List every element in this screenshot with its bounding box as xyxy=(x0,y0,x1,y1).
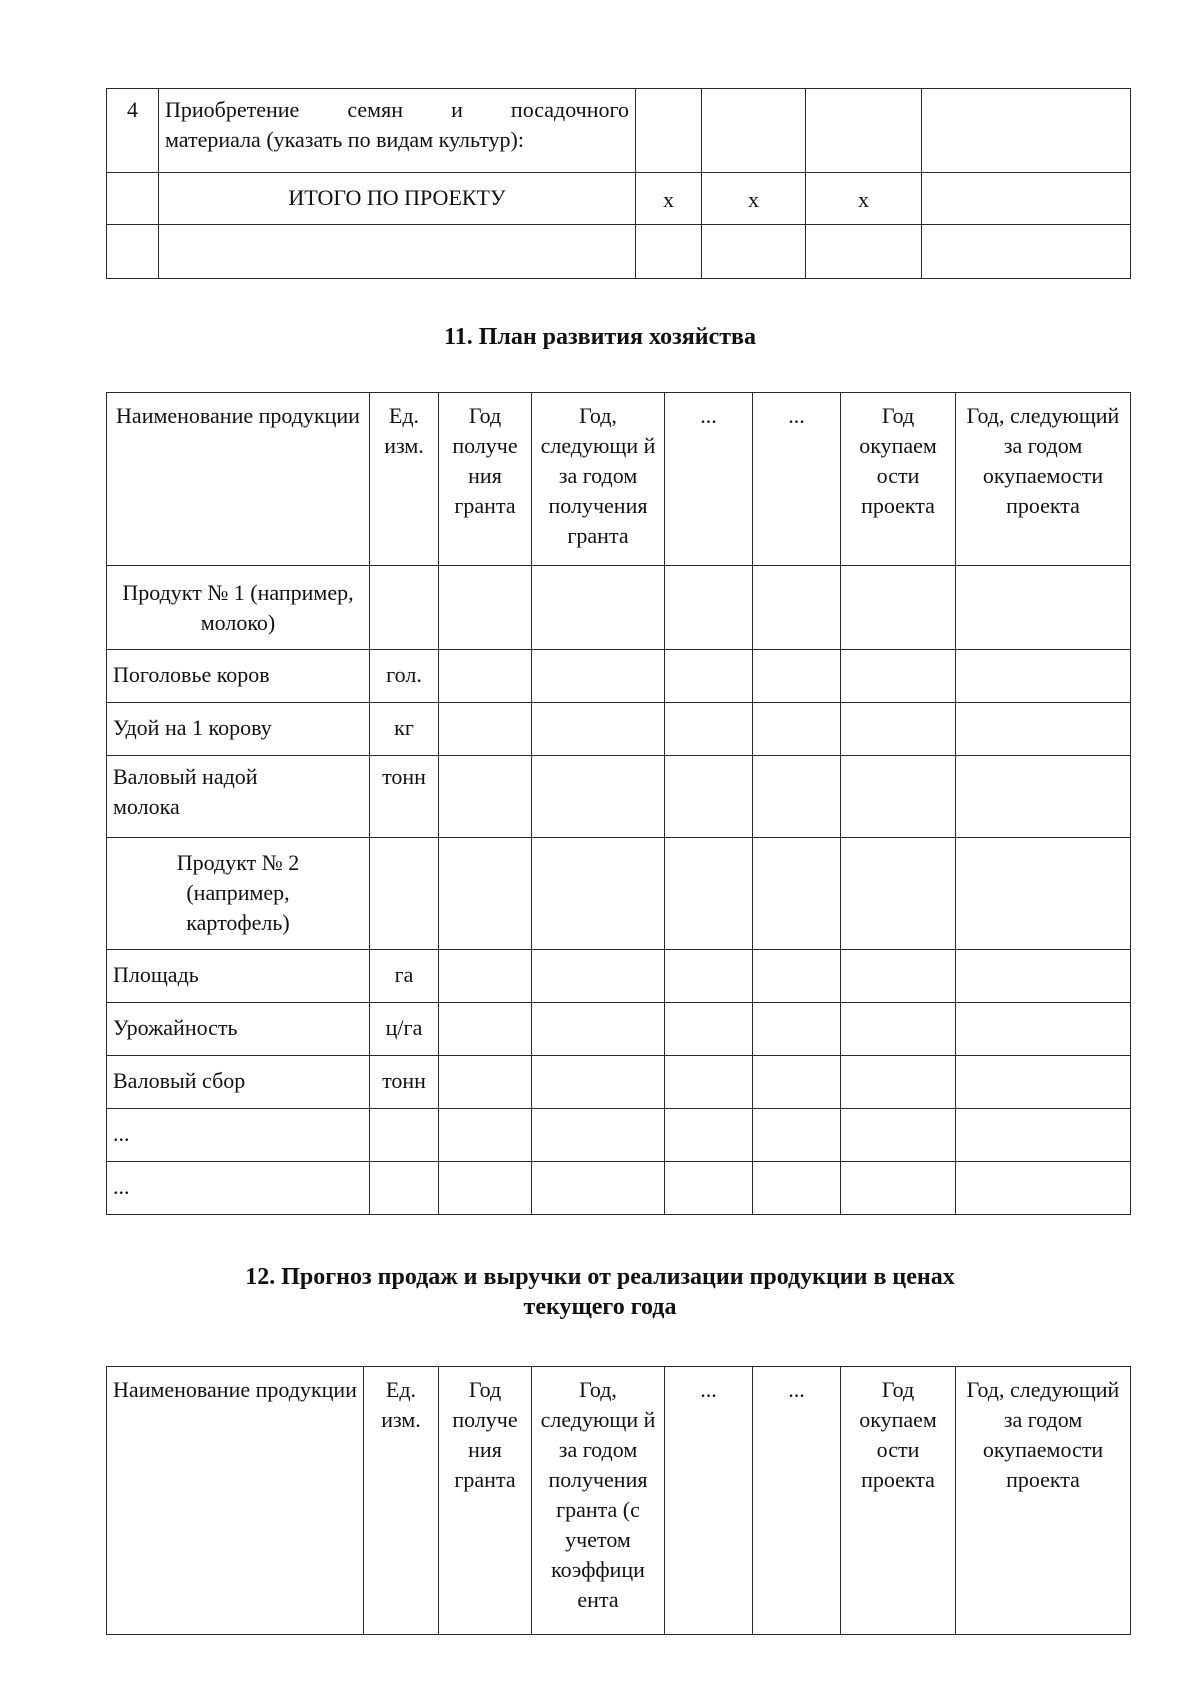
table-cell xyxy=(922,173,1131,225)
table-row xyxy=(107,838,1131,950)
table-row xyxy=(107,703,1131,756)
table-cell xyxy=(841,950,956,1003)
table-cell xyxy=(841,1109,956,1162)
table-cell xyxy=(841,703,956,756)
table-cell xyxy=(532,1056,665,1109)
table-cell xyxy=(532,1109,665,1162)
table-cell xyxy=(107,173,159,225)
unit-cell: гол. xyxy=(370,650,439,703)
table-cell xyxy=(636,225,702,279)
table-cell xyxy=(532,950,665,1003)
table-row xyxy=(107,756,1131,838)
col-header-name: Наименование продукции xyxy=(107,1367,364,1635)
table-cell xyxy=(753,1162,841,1215)
indicator-label: Площадь xyxy=(107,950,370,1003)
table-cell xyxy=(439,703,532,756)
total-x: х xyxy=(636,173,702,225)
table-row xyxy=(107,950,1131,1003)
table-cell xyxy=(841,1056,956,1109)
table-row xyxy=(107,1003,1131,1056)
table-cell xyxy=(956,1056,1131,1109)
table-cell xyxy=(702,225,806,279)
table-cell xyxy=(532,756,665,838)
table-cell xyxy=(753,703,841,756)
table-cell xyxy=(532,1003,665,1056)
table-cell xyxy=(956,1109,1131,1162)
unit-cell: тонн xyxy=(370,1056,439,1109)
unit-cell xyxy=(370,566,439,650)
total-row xyxy=(107,173,1131,225)
col-header-year-after-payback: Год, следующий за годом окупаемости проекта xyxy=(956,1367,1131,1635)
unit-cell xyxy=(370,838,439,950)
table-cell xyxy=(841,1162,956,1215)
sales-forecast-table xyxy=(106,1366,1131,1635)
table-cell xyxy=(665,1162,753,1215)
col-header-year-payback: Год окупаем ости проекта xyxy=(841,393,956,566)
table-cell xyxy=(956,1162,1131,1215)
table-cell xyxy=(753,650,841,703)
table-cell xyxy=(439,1056,532,1109)
table-cell xyxy=(702,89,806,173)
table-cell xyxy=(753,756,841,838)
col-header-name: Наименование продукции xyxy=(107,393,370,566)
table-cell xyxy=(665,650,753,703)
table-cell xyxy=(806,89,922,173)
table-row xyxy=(107,1056,1131,1109)
table-cell xyxy=(532,1162,665,1215)
product-group-label: Продукт № 1 (например, молоко) xyxy=(107,566,370,650)
development-plan-table xyxy=(106,392,1131,1215)
table-cell xyxy=(665,950,753,1003)
table-cell xyxy=(107,225,159,279)
project-costs-table xyxy=(106,88,1131,279)
section-12-title-line2: текущего года xyxy=(523,1294,677,1320)
unit-cell xyxy=(370,1162,439,1215)
table-cell xyxy=(956,756,1131,838)
table-row xyxy=(107,1109,1131,1162)
section-12-title xyxy=(0,1262,1200,1322)
col-header-year-payback: Год окупаем ости проекта xyxy=(841,1367,956,1635)
table-cell xyxy=(841,756,956,838)
table-cell xyxy=(159,225,636,279)
row-number: 4 xyxy=(107,89,159,173)
table-cell xyxy=(439,1003,532,1056)
unit-cell xyxy=(370,1109,439,1162)
col-header-year-grant: Год получе ния гранта xyxy=(439,393,532,566)
table-cell xyxy=(439,1162,532,1215)
table-row xyxy=(107,1162,1131,1215)
table-cell xyxy=(841,566,956,650)
col-header-ellipsis: ... xyxy=(753,1367,841,1635)
table-cell xyxy=(665,1109,753,1162)
table-cell xyxy=(956,566,1131,650)
table-cell xyxy=(665,703,753,756)
table-row xyxy=(107,225,1131,279)
table-cell xyxy=(532,703,665,756)
table-cell xyxy=(439,838,532,950)
table-cell xyxy=(753,1109,841,1162)
table-cell xyxy=(532,838,665,950)
table-header-row xyxy=(107,393,1131,566)
col-header-unit: Ед. изм. xyxy=(370,393,439,566)
table-cell xyxy=(956,703,1131,756)
table-cell xyxy=(665,566,753,650)
table-cell xyxy=(439,950,532,1003)
table-cell xyxy=(753,838,841,950)
col-header-ellipsis: ... xyxy=(753,393,841,566)
table-cell xyxy=(439,756,532,838)
table-cell xyxy=(665,838,753,950)
table-cell xyxy=(753,1056,841,1109)
unit-cell: кг xyxy=(370,703,439,756)
table-cell xyxy=(806,225,922,279)
table-cell xyxy=(439,650,532,703)
table-row xyxy=(107,566,1131,650)
table-cell xyxy=(439,1109,532,1162)
total-x: х xyxy=(702,173,806,225)
table-cell xyxy=(922,89,1131,173)
col-header-year-grant: Год получе ния гранта xyxy=(439,1367,532,1635)
table-row xyxy=(107,89,1131,173)
table-cell xyxy=(753,1003,841,1056)
col-header-unit: Ед. изм. xyxy=(364,1367,439,1635)
indicator-label: Валовый надой молока xyxy=(107,756,370,838)
unit-cell: тонн xyxy=(370,756,439,838)
col-header-year-after-payback: Год, следующий за годом окупаемости проекта xyxy=(956,393,1131,566)
table-cell xyxy=(956,950,1131,1003)
table-row xyxy=(107,650,1131,703)
table-cell xyxy=(636,89,702,173)
col-header-year-next: Год, следующи й за годом получения гранта (с учетом коэффици ента xyxy=(532,1367,665,1635)
table-cell xyxy=(753,950,841,1003)
section-12-title-line1: 12. Прогноз продаж и выручки от реализации продукции в ценах xyxy=(245,1264,955,1290)
indicator-label: Валовый сбор xyxy=(107,1056,370,1109)
indicator-label: Поголовье коров xyxy=(107,650,370,703)
table-cell xyxy=(956,1003,1131,1056)
table-cell xyxy=(841,650,956,703)
table-cell xyxy=(532,650,665,703)
indicator-label: ... xyxy=(107,1162,370,1215)
col-header-ellipsis: ... xyxy=(665,1367,753,1635)
row-description xyxy=(159,89,636,173)
section-11-title: 11. План развития хозяйства xyxy=(444,324,756,350)
table-cell xyxy=(956,838,1131,950)
table-header-row xyxy=(107,1367,1131,1635)
table-cell xyxy=(922,225,1131,279)
product-group-label: Продукт № 2 (например, картофель) xyxy=(107,838,370,950)
total-x: х xyxy=(806,173,922,225)
total-label: ИТОГО ПО ПРОЕКТУ xyxy=(159,173,636,225)
table-cell xyxy=(665,1056,753,1109)
table-cell xyxy=(956,650,1131,703)
table-cell xyxy=(841,1003,956,1056)
col-header-year-next: Год, следующи й за годом получения гранта xyxy=(532,393,665,566)
table-cell xyxy=(439,566,532,650)
table-cell xyxy=(665,756,753,838)
indicator-label: Урожайность xyxy=(107,1003,370,1056)
table-cell xyxy=(532,566,665,650)
table-cell xyxy=(841,838,956,950)
table-cell xyxy=(753,566,841,650)
col-header-ellipsis: ... xyxy=(665,393,753,566)
unit-cell: га xyxy=(370,950,439,1003)
indicator-label: ... xyxy=(107,1109,370,1162)
row-description-line1: Приобретение семян и посадочного xyxy=(165,97,629,122)
indicator-label: Удой на 1 корову xyxy=(107,703,370,756)
row-description-line2: материала (указать по видам культур): xyxy=(165,127,524,152)
table-cell xyxy=(665,1003,753,1056)
unit-cell: ц/га xyxy=(370,1003,439,1056)
